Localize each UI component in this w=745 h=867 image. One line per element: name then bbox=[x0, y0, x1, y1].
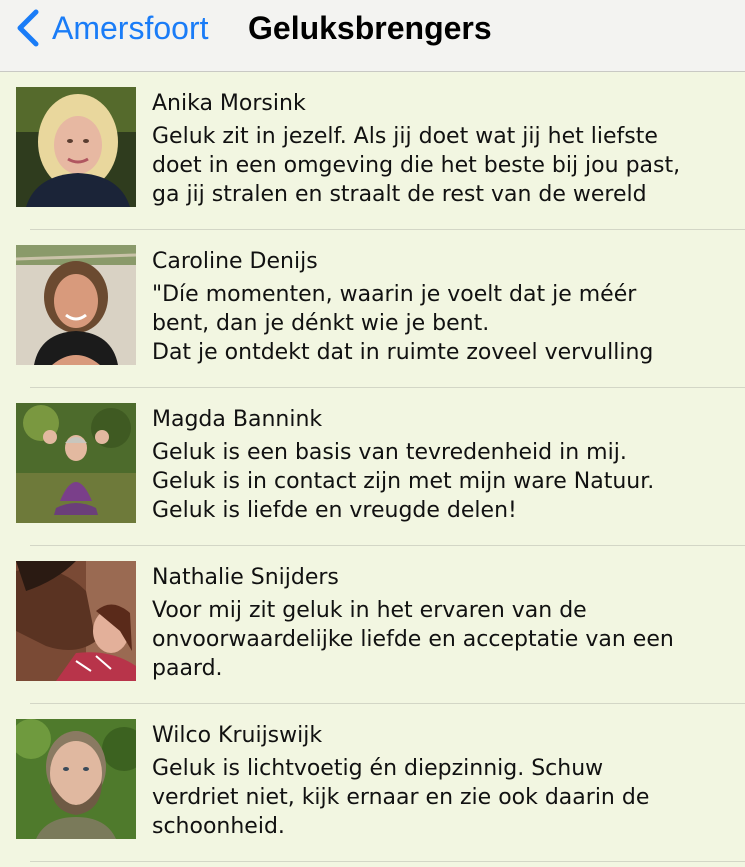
avatar bbox=[16, 87, 136, 207]
avatar bbox=[16, 719, 136, 839]
person-name: Magda Bannink bbox=[152, 407, 323, 432]
person-quote: Geluk zit in jezelf. Als jij doet wat jij het liefste doet in een omgeving die het beste bij jou past, ga jij stralen en straalt de rest van de wereld bbox=[152, 124, 681, 207]
person-quote: Geluk is een basis van tevredenheid in mij. Geluk is in contact zijn met mijn ware Natuur. Geluk is liefde en vreugde delen! bbox=[152, 440, 655, 523]
person-name: Caroline Denijs bbox=[152, 249, 318, 274]
avatar bbox=[16, 561, 136, 681]
person-quote: Voor mij zit geluk in het ervaren van de onvoorwaardelijke liefde en acceptatie van een paard. bbox=[152, 598, 674, 681]
people-list bbox=[0, 72, 745, 862]
page-title: Geluksbrengers bbox=[248, 10, 492, 46]
person-name: Nathalie Snijders bbox=[152, 565, 339, 590]
navigation-bar bbox=[0, 0, 745, 72]
list-item[interactable] bbox=[0, 704, 745, 862]
back-button[interactable] bbox=[14, 6, 208, 50]
list-item[interactable] bbox=[0, 230, 745, 388]
list-item[interactable] bbox=[0, 546, 745, 704]
person-name: Anika Morsink bbox=[152, 91, 306, 116]
person-name: Wilco Kruijswijk bbox=[152, 723, 323, 748]
avatar bbox=[16, 245, 136, 365]
back-label: Amersfoort bbox=[52, 10, 209, 46]
chevron-left-icon bbox=[14, 6, 46, 50]
list-item[interactable] bbox=[0, 388, 745, 546]
avatar bbox=[16, 403, 136, 523]
list-item[interactable] bbox=[0, 72, 745, 230]
person-quote: "Díe momenten, waarin je voelt dat je méér bent, dan je dénkt wie je bent. Dat je ontdekt dat in ruimte zoveel vervulling bbox=[152, 282, 654, 365]
person-quote: Geluk is lichtvoetig én diepzinnig. Schuw verdriet niet, kijk ernaar en zie ook daarin de schoonheid. bbox=[152, 756, 650, 839]
